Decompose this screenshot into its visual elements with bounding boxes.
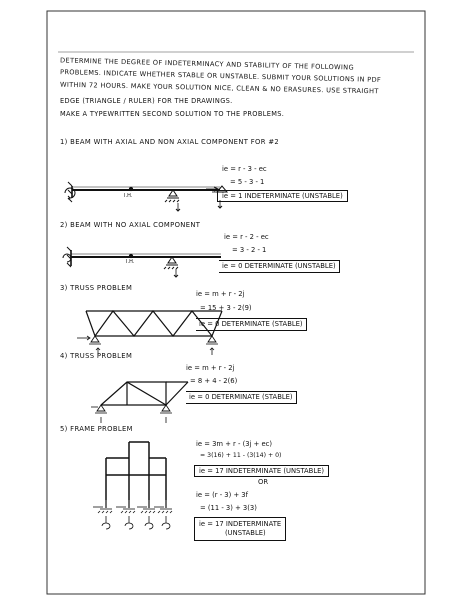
problem-4-answer-box: ie = 0 DETERMINATE (STABLE) — [186, 391, 297, 404]
problem-3-answer-box: ie = 0 DETERMINATE (STABLE) — [196, 318, 307, 331]
instruction-line-3: WITHIN 72 HOURS. MAKE YOUR SOLUTION NICE, CLEAN & NO ERASURES. USE STRAIGHT — [59, 80, 379, 96]
problem-2-hinge-label: I.H. — [126, 259, 135, 265]
instruction-line-4: EDGE (TRIANGLE / RULER) FOR THE DRAWINGS. — [60, 97, 233, 105]
problem-5-eq-line-2: = 3(16) + 11 - (3(14) + 0) — [200, 452, 282, 459]
problem-3-eq-line-2: = 15 + 3 - 2(9) — [200, 304, 252, 312]
problem-1-eq-line-2: = 5 - 3 - 1 — [230, 178, 265, 186]
problem-5-or-label: OR — [258, 478, 269, 486]
problem-5-alt-answer-line-2: (UNSTABLE) — [225, 529, 266, 538]
problem-3-eq-line-1: ie = m + r - 2j — [196, 290, 245, 298]
truss-diagram-4 — [91, 382, 188, 423]
problem-5-alt-answer-box — [194, 517, 286, 541]
problem-1-eq-line-1: ie = r - 3 - ec — [222, 165, 267, 173]
instruction-line-1: DETERMINE THE DEGREE OF INDETERMINACY AND STABILITY OF THE FOLLOWING — [59, 56, 355, 72]
problem-5-alt-eq-line-1: ie = (r - 3) + 3f — [196, 491, 249, 499]
frame-diagram-5 — [93, 442, 172, 529]
beam-diagram-2 — [63, 247, 221, 277]
problem-2-eq-line-2: = 3 - 2 - 1 — [232, 246, 267, 254]
instruction-line-2: PROBLEMS. INDICATE WHETHER STABLE OR UNSTABLE. SUBMIT YOUR SOLUTIONS IN PDF — [59, 68, 382, 84]
problem-5-alt-eq-line-2: = (11 - 3) + 3(3) — [200, 504, 257, 512]
problem-1-answer-box: ie = 1 INDETERMINATE (UNSTABLE) — [217, 190, 348, 202]
problem-4-eq-line-1: ie = m + r - 2j — [186, 364, 235, 372]
problem-1-hinge-label: I.H. — [124, 193, 133, 199]
problem-2-answer-box: ie = 0 DETERMINATE (UNSTABLE) — [219, 260, 340, 273]
problem-5-answer-box: ie = 17 INDETERMINATE (UNSTABLE) — [194, 465, 329, 477]
problem-5-alt-answer-line-1: ie = 17 INDETERMINATE — [199, 520, 282, 528]
problem-3-title: 3) TRUSS PROBLEM — [60, 284, 133, 292]
problem-1-title: 1) BEAM WITH AXIAL AND NON AXIAL COMPONENT FOR #2 — [60, 138, 280, 146]
problem-4-title: 4) TRUSS PROBLEM — [60, 352, 133, 360]
beam-diagram-1 — [65, 182, 227, 211]
problem-4-eq-line-2: = 8 + 4 - 2(6) — [190, 377, 238, 385]
problem-2-eq-line-1: ie = r - 2 - ec — [224, 233, 269, 241]
worksheet-page — [46, 10, 426, 595]
problem-5-eq-line-1: ie = 3m + r - (3j + ec) — [196, 440, 273, 448]
problem-5-title: 5) FRAME PROBLEM — [60, 425, 133, 433]
problem-2-title: 2) BEAM WITH NO AXIAL COMPONENT — [60, 221, 201, 229]
instruction-line-5: MAKE A TYPEWRITTEN SECOND SOLUTION TO THE PROBLEMS. — [60, 110, 285, 118]
